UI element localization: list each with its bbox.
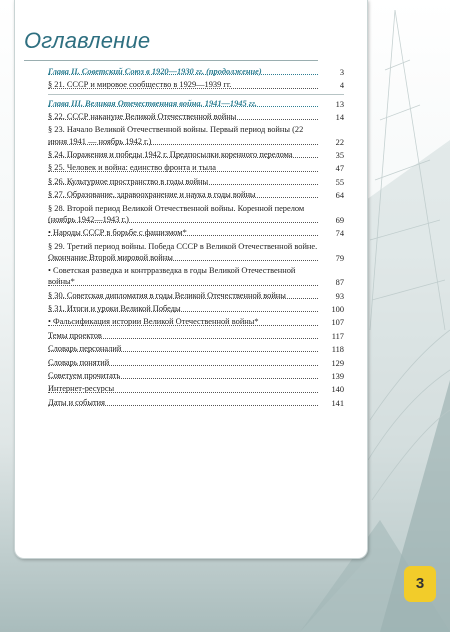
toc-entry-title: Словарь понятий — [48, 357, 110, 367]
dot-leader — [48, 106, 318, 107]
toc-chapter-heading[interactable] — [48, 98, 344, 110]
toc-chapter-heading[interactable] — [48, 66, 344, 78]
toc-page-number: 117 — [331, 331, 344, 341]
toc-page-number: 118 — [331, 345, 344, 355]
toc-entry-title: § 27. Образование, здравоохранение и наука в годы войны — [48, 190, 256, 200]
toc-page-number: 107 — [331, 318, 344, 328]
toc-entry[interactable] — [48, 383, 344, 395]
dot-leader — [48, 365, 318, 366]
toc-entry[interactable] — [48, 303, 344, 315]
toc-entry[interactable] — [48, 316, 344, 328]
page-number-badge: 3 — [404, 566, 436, 602]
toc-page-number: 140 — [331, 385, 344, 395]
toc-entry-title: § 22. СССР накануне Великой Отечественной войны — [48, 111, 237, 121]
toc-entry-title: Интернет-ресурсы — [48, 384, 115, 394]
toc-entry-title: § 31. Итоги и уроки Великой Победы — [48, 304, 181, 314]
title-divider — [24, 60, 318, 61]
dot-leader — [48, 378, 318, 379]
dot-leader — [48, 235, 318, 236]
toc-page-number: 14 — [335, 112, 344, 122]
toc-entry[interactable] — [48, 189, 344, 201]
toc-entry[interactable] — [48, 162, 344, 174]
toc-page-number: 35 — [335, 150, 344, 160]
toc-page-number: 47 — [335, 164, 344, 174]
toc-page-number: 79 — [335, 253, 344, 263]
dot-leader — [48, 311, 318, 312]
toc-entry-title: Глава II. Советский Союз в 1920—1930 гг. (продолжение) — [48, 67, 262, 76]
toc-entry[interactable] — [48, 227, 344, 239]
toc-entry-title: Даты и события — [48, 397, 105, 407]
toc-entry[interactable] — [48, 357, 344, 369]
dot-leader — [48, 184, 318, 185]
toc-page-number: 55 — [335, 177, 344, 187]
toc-page-number: 93 — [335, 291, 344, 301]
dot-leader — [48, 88, 318, 89]
dot-leader — [48, 405, 318, 406]
dot-leader — [48, 351, 318, 352]
toc-page-number: 129 — [331, 358, 344, 368]
toc-page-number: 69 — [335, 215, 344, 225]
toc-entry[interactable] — [48, 79, 344, 91]
toc-page-number: 74 — [335, 229, 344, 239]
dot-leader — [48, 222, 318, 223]
dot-leader — [48, 157, 318, 158]
dot-leader — [48, 285, 318, 286]
toc-entry-title: Словарь персоналий — [48, 344, 122, 354]
chapter-divider — [48, 94, 344, 95]
toc-page-number: 4 — [339, 81, 344, 91]
table-of-contents — [48, 66, 344, 410]
toc-entry[interactable] — [48, 290, 344, 302]
dot-leader — [48, 171, 318, 172]
toc-page-number: 139 — [331, 372, 344, 382]
toc-page-number: 3 — [339, 68, 344, 77]
toc-page-number: 22 — [335, 137, 344, 147]
dot-leader — [48, 260, 318, 261]
dot-leader — [48, 392, 318, 393]
dot-leader — [48, 197, 318, 198]
toc-entry-title: • Фальсификация истории Великой Отечественной войны* — [48, 317, 259, 327]
toc-page-number: 100 — [331, 305, 344, 315]
toc-entry[interactable] — [48, 343, 344, 355]
dot-leader — [48, 144, 318, 145]
toc-entry-title: § 23. Начало Великой Отечественной войны. Первый период войны (22 июня 1941 — ноябрь 1942 г.) — [48, 125, 304, 146]
toc-page-number: 64 — [335, 191, 344, 201]
toc-entry[interactable] — [48, 203, 344, 226]
toc-entry-title: § 25. Человек и война: единство фронта и тыла — [48, 163, 216, 173]
toc-page-number: 87 — [335, 278, 344, 288]
toc-entry-title: § 24. Поражения и победы 1942 г. Предпосылки коренного перелома — [48, 149, 293, 159]
toc-entry-title: • Советская разведка и контрразведка в годы Великой Отечественной войны* — [48, 266, 296, 287]
page-title: Оглавление — [24, 28, 151, 53]
toc-entry[interactable] — [48, 176, 344, 188]
dot-leader — [48, 119, 318, 120]
dot-leader — [48, 325, 318, 326]
toc-entry-title: § 30. Советская дипломатия в годы Великой Отечественной войны — [48, 290, 286, 300]
toc-entry[interactable] — [48, 241, 344, 264]
dot-leader — [48, 298, 318, 299]
toc-entry[interactable] — [48, 330, 344, 342]
toc-entry-title: Глава III. Великая Отечественная война. 1941—1945 гг. — [48, 98, 257, 108]
toc-entry[interactable] — [48, 124, 344, 147]
toc-entry-title: Темы проектов — [48, 330, 102, 340]
toc-entry[interactable] — [48, 265, 344, 288]
dot-leader — [48, 338, 318, 339]
toc-entry-title: § 28. Второй период Великой Отечественной войны. Коренной перелом (ноябрь 1942—1943 г.) — [48, 203, 305, 224]
toc-entry-title: Советуем прочитать — [48, 371, 121, 381]
toc-entry-title: § 26. Культурное пространство в годы войны — [48, 176, 209, 186]
toc-entry[interactable] — [48, 149, 344, 161]
toc-page-number: 13 — [335, 99, 344, 109]
dot-leader — [48, 74, 318, 75]
toc-entry-title: § 29. Третий период войны. Победа СССР в Великой Отечественной войне. Окончание Второй мировой войны — [48, 241, 318, 262]
toc-entry-title: • Народы СССР в борьбе с фашизмом* — [48, 228, 187, 238]
toc-entry[interactable] — [48, 111, 344, 123]
toc-entry[interactable] — [48, 397, 344, 409]
toc-entry-title: § 21. СССР и мировое сообщество в 1929—1939 гг. — [48, 80, 232, 90]
toc-entry[interactable] — [48, 370, 344, 382]
toc-page-number: 141 — [331, 398, 344, 408]
